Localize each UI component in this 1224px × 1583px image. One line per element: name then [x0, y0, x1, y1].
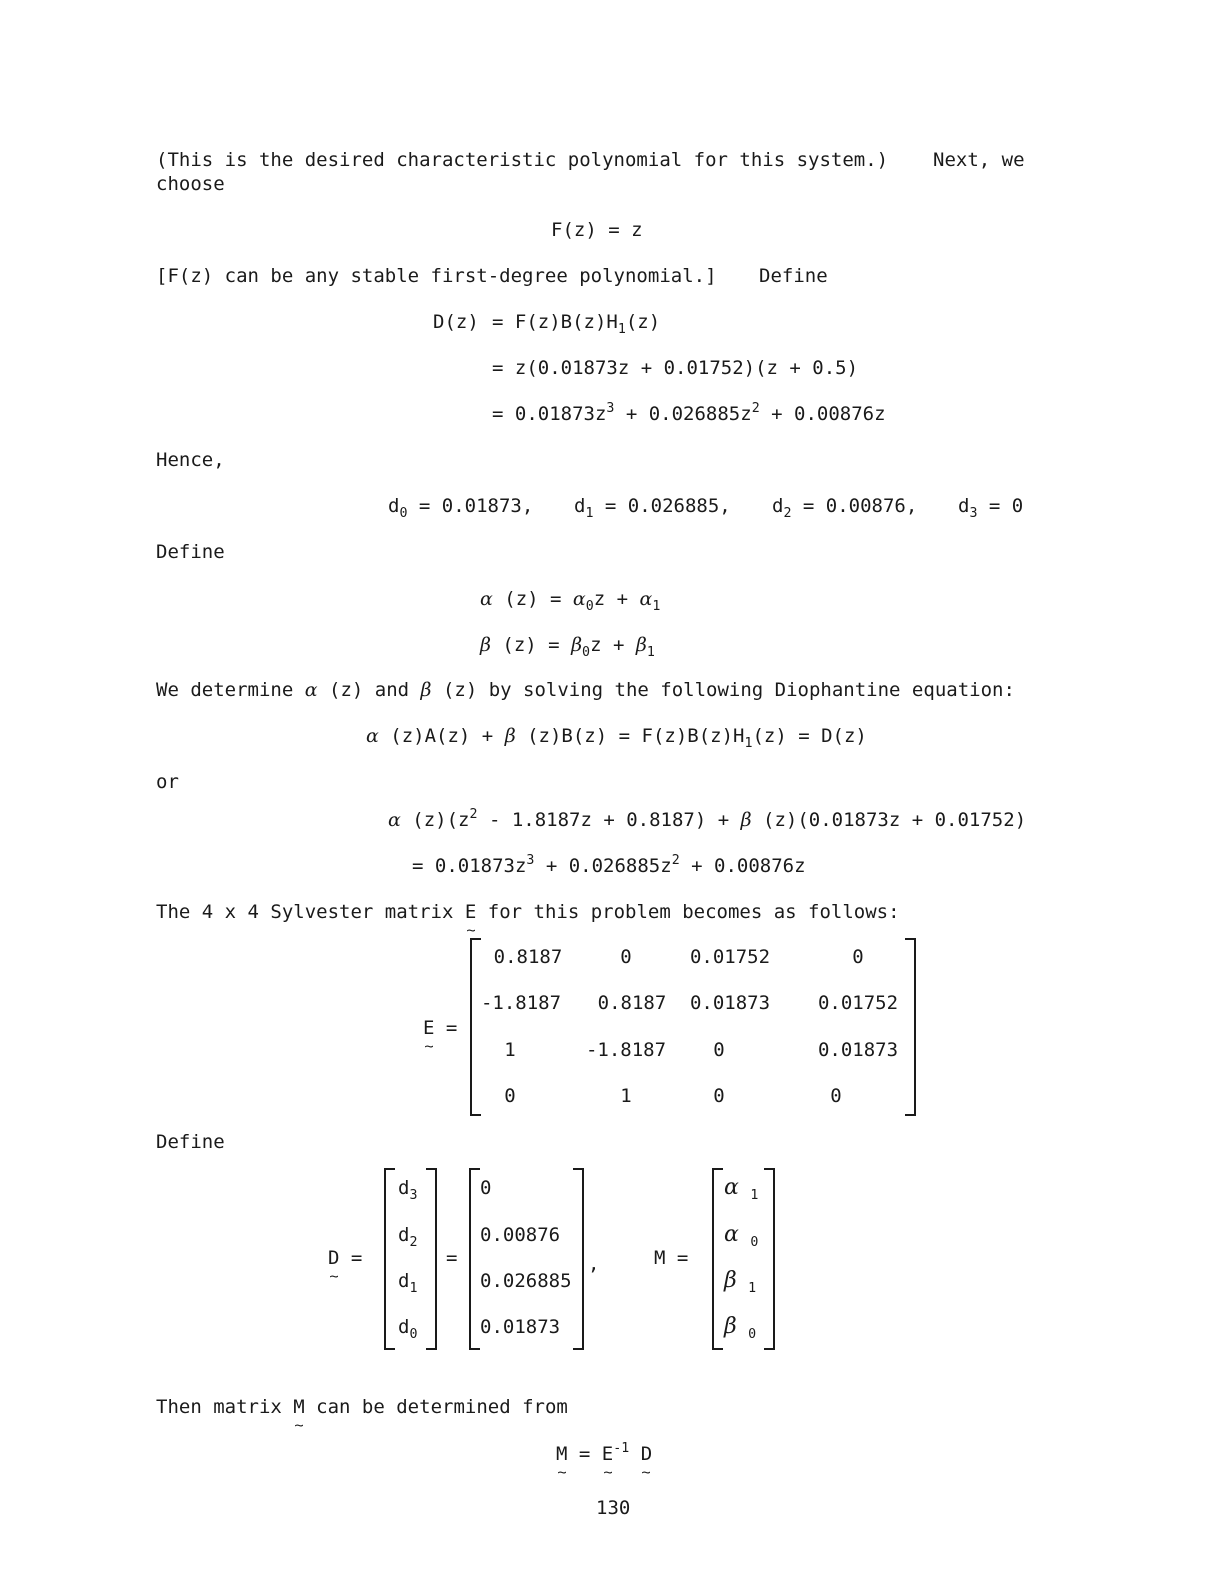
vector-values-left-bracket — [469, 1168, 480, 1350]
vector-d-entry: $d_1$ — [398, 1270, 418, 1296]
matrix-cell: 0 — [713, 1039, 725, 1061]
vector-d-entry: $d_3$ — [398, 1177, 418, 1203]
vector-d-entry: $d_0$ — [398, 1316, 418, 1342]
matrix-cell: 0.01752 — [817, 992, 899, 1014]
intro-line — [156, 148, 888, 172]
matrix-cell: 0 — [504, 1085, 516, 1107]
intro-text: (This is the desired characteristic polynomial for this system.) — [156, 149, 889, 171]
determine-sentence: We determine α (z) and β (z) by solving the following Diophantine equation: — [156, 679, 1015, 701]
intro-choose: choose — [156, 173, 225, 195]
d2-value: $d_2 = 0.00876$, — [772, 495, 918, 521]
matrix-cell: 0 — [713, 1085, 725, 1107]
matrix-cell: 0.8187 — [597, 992, 667, 1014]
final-equation: M ~ = E ~$^{-1}$ D ~ — [556, 1442, 652, 1466]
vector-value: 0.026885 — [480, 1270, 572, 1292]
equation-D-line1: = $F(z)B(z)H_1(z)$ — [492, 311, 661, 337]
matrix-cell: 0 — [852, 946, 864, 968]
vector-values-right-bracket — [573, 1168, 584, 1350]
d0-value: $d_0 = 0.01873$, — [388, 495, 534, 521]
vector-value: 0.00876 — [480, 1224, 561, 1246]
vector-D-label: D ~ = — [328, 1246, 362, 1270]
equation-D-line3: = $0.01873z^3 + 0.026885z^2 + 0.00876z$ — [492, 401, 886, 425]
expanded-equation-lhs: α $(z)(z^2 - 1.8187z + 0.8187) + \beta$ (z)(0.01873z + 0.01752) — [388, 807, 1027, 831]
vector-M-entry: α $_1$ — [724, 1175, 759, 1203]
define-label-1: Define — [759, 265, 828, 287]
d1-value: $d_1 = 0.026885$, — [574, 495, 731, 521]
matrix-cell: -1.8187 — [585, 1039, 667, 1061]
vector-comma: , — [588, 1253, 600, 1275]
then-sentence: Then matrix M ~ can be determined from — [156, 1395, 568, 1419]
alpha-definition: α $(z) = \alpha_0z + \alpha_1$ — [480, 588, 661, 614]
vector-value: 0.01873 — [480, 1316, 561, 1338]
matrix-cell: 0.01752 — [689, 946, 771, 968]
or-label: or — [156, 771, 179, 793]
define-label-2: Define — [156, 541, 225, 563]
vector-M-entry: β $_0$ — [724, 1314, 757, 1342]
matrix-cell: 0.01873 — [817, 1039, 899, 1061]
vector-M-entry: α $_0$ — [724, 1222, 759, 1250]
matrix-E-label: E ~ = — [423, 1016, 457, 1040]
vector-equals: = — [446, 1247, 458, 1269]
matrix-cell: 0.01873 — [689, 992, 771, 1014]
expanded-equation-rhs: = $0.01873z^3 + 0.026885z^2 + 0.00876z$ — [412, 853, 806, 877]
matrix-cell: 1 — [504, 1039, 516, 1061]
equation-D-lhs: D(z) — [433, 311, 479, 333]
equation-D-line2: = z(0.01873z + 0.01752)(z + 0.5) — [492, 357, 859, 379]
matrix-cell: 0 — [620, 946, 632, 968]
matrix-cell: -1.8187 — [480, 992, 562, 1014]
hence-label: Hence, — [156, 449, 225, 471]
note-F: [F(z) can be any stable first-degree polynomial.] — [156, 265, 717, 287]
equation-F: F(z) = z — [551, 219, 643, 241]
matrix-cell: 0 — [830, 1085, 842, 1107]
matrix-cell: 0.8187 — [493, 946, 563, 968]
vector-d-entry: $d_2$ — [398, 1224, 418, 1250]
diophantine-equation: α (z)A(z) + β $(z)B(z) = F(z)B(z)H_1(z) = D(z)$ — [366, 725, 867, 751]
vector-M-right-bracket — [764, 1168, 775, 1350]
page-number: 130 — [596, 1497, 631, 1519]
intro-next-we: Next, we — [933, 149, 1025, 171]
vector-M-label: M = — [654, 1247, 689, 1269]
vector-d-left-bracket — [384, 1168, 395, 1350]
vector-M-entry: β $_1$ — [724, 1268, 757, 1296]
vector-value: 0 — [480, 1177, 492, 1199]
beta-definition: β $(z) = \beta_0z + \beta_1$ — [480, 634, 655, 660]
matrix-cell: 1 — [620, 1085, 632, 1107]
vector-d-right-bracket — [426, 1168, 437, 1350]
vector-M-left-bracket — [712, 1168, 723, 1350]
sylvester-sentence: The 4 x 4 Sylvester matrix E ~ for this problem becomes as follows: — [156, 900, 900, 924]
d3-value: $d_3 = 0$ — [958, 495, 1024, 521]
define-label-3: Define — [156, 1131, 225, 1153]
